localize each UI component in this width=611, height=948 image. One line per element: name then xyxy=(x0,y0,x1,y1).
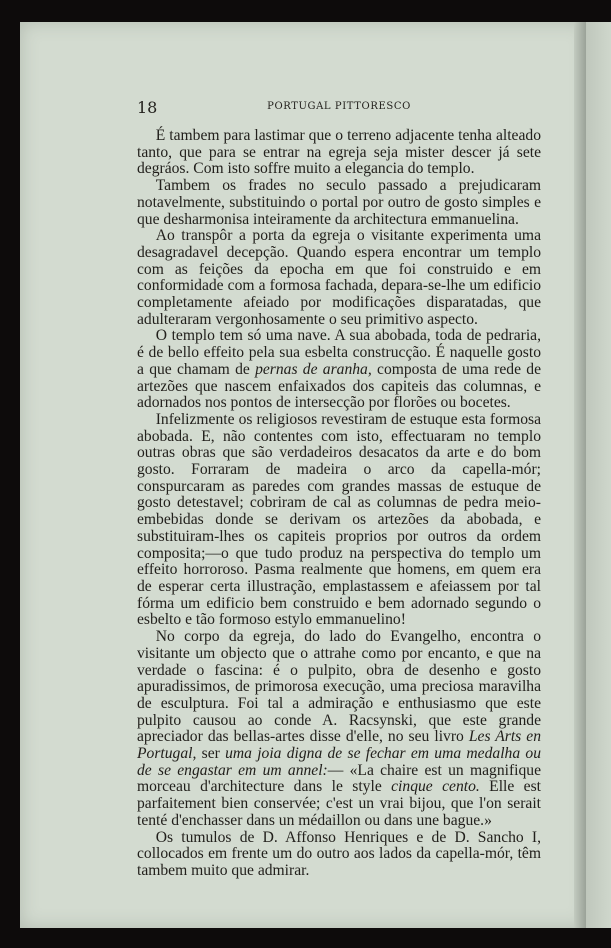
paragraph-text: composta de uma rede de artezões que nascem enfaixados dos capiteis das columnas, e adornados nos pontos de intersecção por florões ou bocetes. xyxy=(137,360,541,412)
paragraph-text: — «La chaire est un magnifique morceau d'architecture dans le style xyxy=(137,761,541,796)
italic-phrase: pernas de aranha, xyxy=(255,360,372,378)
italic-quote: uma joia digna de se fechar em uma medalha ou de se engastar em um annel: xyxy=(137,745,541,779)
body-text xyxy=(137,128,541,880)
paragraph xyxy=(137,629,541,829)
paragraph: Os tumulos de D. Affonso Henriques e de D. Sancho I, collocados em frente um do outro aos lados da capella-mór, têm tambem muito que admirar. xyxy=(137,828,541,879)
page-number: 18 xyxy=(137,98,158,117)
paragraph: Infelizmente os religiosos revestiram de estuque esta formosa abobada. E, não contentes com isto, effectuaram no templo outras obras que são verdadeiros desacatos da arte e do bom gosto. Forraram de madeira o arco da capella-mór; conspurcaram as paredes com grandes massas de estuque de gosto detestavel; cobriram de cal as columnas de pedra meio-embebidas donde se derivam os artezões da abobada, e substituiram-lhes os capiteis proprios por outros da ordem composita;—o que tudo produz na perspectiva do templo um effeito horroroso. Pasma realmente que homens, em quem era de esperar certa illustração, emplastassem e afeiassem por tal fórma um edificio bem construido e bem adornado segundo o esbelto e tão formoso estylo emmanuelino! xyxy=(137,410,541,629)
paragraph-text: No corpo da egreja, do lado do Evangelho, encontra o visitante um objecto que o attrahe como por encanto, e que na verdade o fascina: é o pulpito, obra de desenho e gosto apuradissimos, de primorosa execução, uma preciosa maravilha de esculptura. Foi tal a admiração e enthusiasmo que este pulpito causou ao conde A. Racsynski, que este grande apreciador das bellas-artes disse d'elle, no seu livro xyxy=(137,628,541,746)
paragraph: É tambem para lastimar que o terreno adjacente tenha alteado tanto, que para se entrar na egreja seja mister descer já sete degráos. Com isto soffre muito a elegancia do templo. xyxy=(137,127,541,178)
book-title: Les Arts en Portugal, xyxy=(137,728,541,763)
running-title: PORTUGAL PITTORESCO xyxy=(267,101,411,112)
paragraph-text: Elle est parfaitement bien conservée; c'est un vrai bijou, que l'on serait tenté d'enchasser dans un médaillon ou dans une bague.» xyxy=(137,778,542,829)
paragraph xyxy=(137,328,541,412)
page-gutter xyxy=(574,22,586,928)
paragraph-text: O templo tem só uma nave. A sua abobada, toda de pedraria, é de bello effeito pela sua esbelta construcção. É naquelle gosto a que chamam de xyxy=(137,327,541,378)
paragraph-text: ser xyxy=(196,745,226,763)
paragraph: Tambem os frades no seculo passado a prejudicaram notavelmente, substituindo o portal por outro de gosto simples e que desharmonisa inteiramente da architectura emmanuelina. xyxy=(137,177,541,228)
italic-phrase: cinque cento. xyxy=(391,778,480,796)
page-header xyxy=(137,98,541,118)
facing-page-edge xyxy=(586,22,611,928)
paragraph: Ao transpôr a porta da egreja o visitante experimenta uma desagradavel decepção. Quando espera encontrar um templo com as feições da epocha em que foi construido e em conformidade com a formosa fachada, depara-se-lhe um edificio completamente afeiado por modificações disparatadas, que adulteraram vergonhosamente o seu primitivo aspecto. xyxy=(137,227,541,328)
